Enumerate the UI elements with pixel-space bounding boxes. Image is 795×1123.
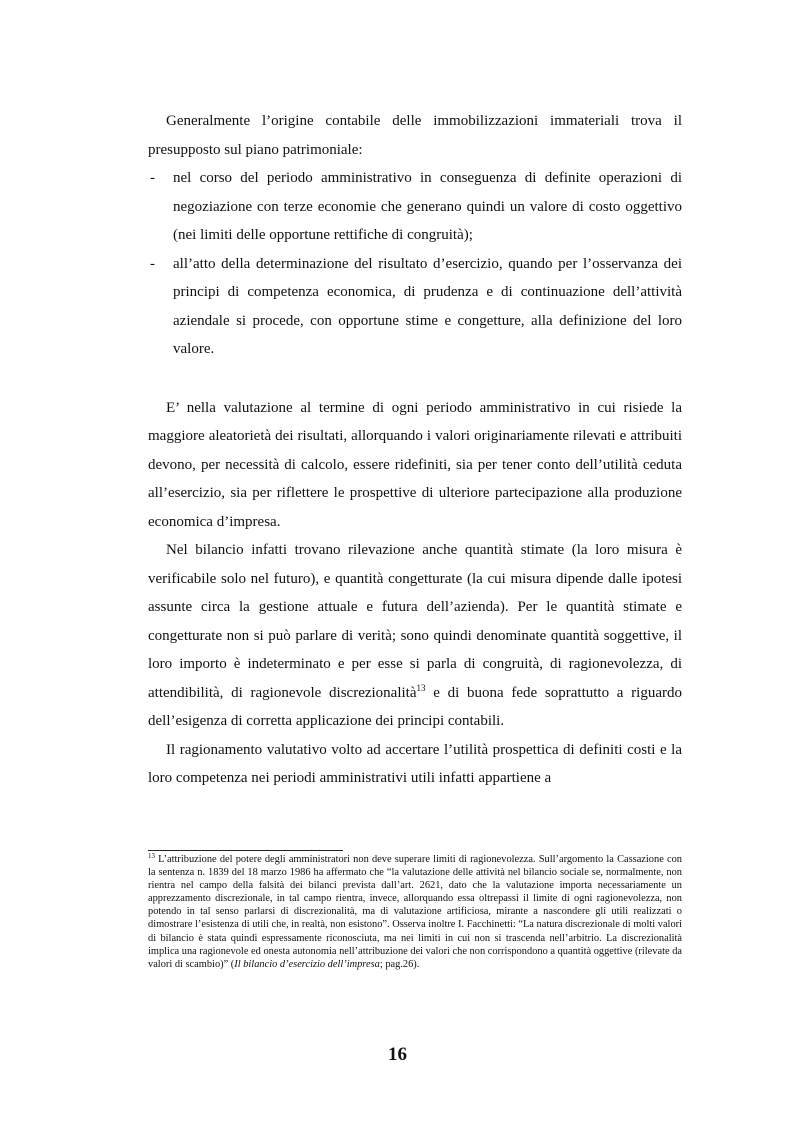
bullet-list bbox=[148, 164, 682, 364]
intro-paragraph: Generalmente l’origine contabile delle immobilizzazioni immateriali trova il presupposto sul piano patrimoniale: bbox=[148, 113, 682, 158]
footnote-reference: 13 bbox=[416, 682, 426, 693]
bilancio-paragraph bbox=[148, 536, 682, 736]
list-item bbox=[148, 250, 682, 364]
bullet-dash: - bbox=[150, 255, 155, 272]
bullet-text: nel corso del periodo amministrativo in conseguenza di definite operazioni di negoziazione con terze economie che generano quindi un valore di costo oggettivo (nei limiti delle opportune rettifiche di congruità); bbox=[173, 170, 682, 243]
bilancio-text-after: e di buona fede soprattutto a riguardo dell’esigenza di corretta applicazione dei principi contabili. bbox=[148, 684, 682, 729]
valutazione-paragraph: E’ nella valutazione al termine di ogni periodo amministrativo in cui risiede la maggiore aleatorietà dei risultati, allorquando i valori originariamente rilevati e attribuiti devono, per necessità di calcolo, essere ridefiniti, sia per tener conto dell’utilità ceduta all’esercizio, sia per riflettere le prospettive di ulteriore partecipazione alla produzione economica d’impresa. bbox=[148, 399, 682, 530]
footnote-text-after: ; pag.26). bbox=[379, 958, 420, 970]
page-body bbox=[148, 107, 682, 793]
footnote-divider bbox=[148, 850, 343, 851]
bullet-text: all’atto della determinazione del risultato d’esercizio, quando per l’osservanza dei principi di competenza economica, di prudenza e di continuazione dell’attività aziendale si procede, con opportune stime e congetture, alla definizione del loro valore. bbox=[173, 255, 682, 357]
list-item bbox=[148, 164, 682, 250]
footnote-number: 13 bbox=[148, 852, 155, 860]
bullet-dash: - bbox=[150, 170, 155, 186]
bilancio-text-before: Nel bilancio infatti trovano rilevazione anche quantità stimate (la loro misura è verificabile solo nel futuro), e quantità congetturate (la cui misura dipende dalle ipotesi assunte circa la gestione attuale e futura dell’azienda). Per le quantità stimate e congetturate non si può parlare di verità; sono quindi denominate quantità soggettive, il loro importo è indeterminato e per esse si parla di congruità, di ragionevolezza, di attendibilità, di ragionevole discrezionalità bbox=[148, 542, 682, 701]
page-number: 16 bbox=[388, 1044, 407, 1065]
paragraph-gap bbox=[148, 364, 682, 394]
footnote bbox=[148, 853, 682, 971]
footnote-text-before: L’attribuzione del potere degli amministratori non deve superare limiti di ragionevolezza. Sull’argomento la Cassazione con la sentenza n. 1839 del 18 marzo 1986 ha affermato che “la valutazione delle attività nel bilancio sociale se, normalmente, non rientra nel campo della falsità dei bilanci prevista dall’art. 2621, dato che la valutazione importa necessariamente un apprezzamento discrezionale, in tal campo rientra, invece, allorquando essa oltrepassi il limite di ogni ragionevolezza, non potendo in tal senso parlarsi di discrezionalità, ma di valutazione artificiosa, mirante a nascondere gli utili realizzati o dimostrare l’esistenza di utili che, in realtà, non esistono”. Osserva inoltre I. Facchinetti: “La natura discrezionale di molti valori di bilancio è stata quindi espressamente riconosciuta, ma nei limiti in cui non si trascenda nell’arbitrio. La discrezionalità implica una ragionevole ed onesta autonomia nell’attribuzione dei valori che non corrispondono a quantità oggettive (rilevate da valori di scambio)” ( bbox=[148, 854, 682, 970]
ragionamento-paragraph: Il ragionamento valutativo volto ad accertare l’utilità prospettica di definiti costi e la loro competenza nei periodi amministrativi utili infatti appartiene a bbox=[148, 741, 682, 786]
footnote-book-title: Il bilancio d’esercizio dell’impresa bbox=[234, 958, 380, 970]
